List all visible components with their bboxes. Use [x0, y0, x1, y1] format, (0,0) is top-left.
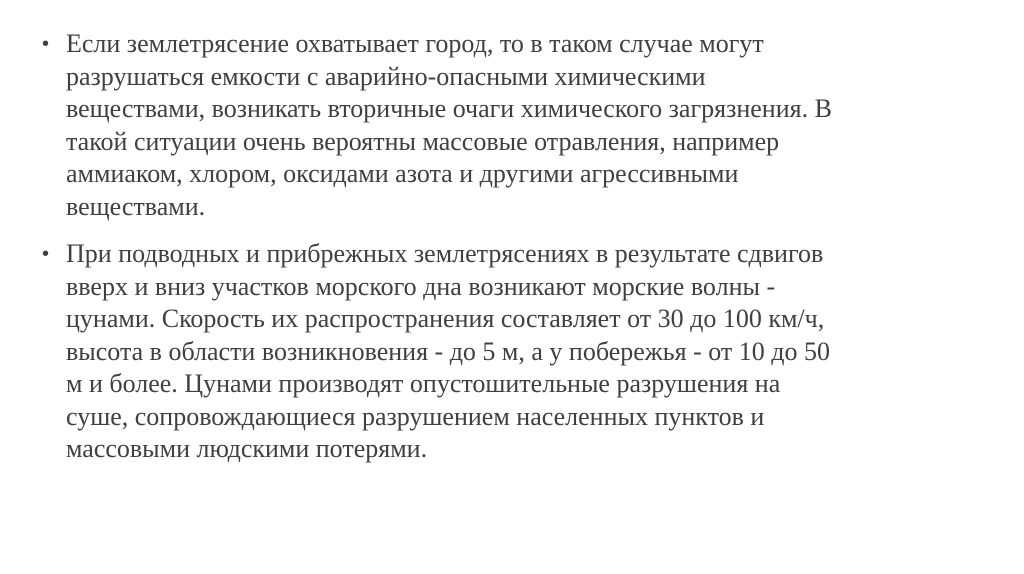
- bullet-marker: •: [42, 243, 50, 265]
- text-line: Если землетрясение охватывает город, то в таком случае могут: [66, 29, 764, 58]
- text-line: суше, сопровождающиеся разрушением населенных пунктов и: [66, 401, 765, 431]
- bullet-item-tsunami: [42, 238, 972, 466]
- text-line: такой ситуации очень вероятны массовые отравления, например: [66, 126, 780, 156]
- text-line: цунами. Скорость их распространения составляет от 30 до 100 км/ч,: [66, 304, 825, 333]
- text-line: разрушаться емкости с аварийно-опасными химическими: [66, 61, 706, 91]
- bullet-list: [42, 28, 972, 466]
- text-line: массовыми людскими потерями.: [66, 434, 428, 463]
- text-line: высота в области возникновения - до 5 м, а у побережья - от 10 до 50: [66, 336, 830, 366]
- text-line: веществами.: [66, 191, 206, 221]
- text-line: При подводных и прибрежных землетрясениях в результате сдвигов: [66, 239, 824, 268]
- text-line: веществами, возникать вторичные очаги химического загрязнения. В: [66, 94, 832, 123]
- text-line: аммиаком, хлором, оксидами азота и другими агрессивными: [66, 159, 739, 188]
- bullet-marker: •: [42, 33, 50, 55]
- text-line: вверх и вниз участков морского дна возникают морские волны -: [66, 271, 776, 301]
- bullet-item-earthquake-city: [42, 28, 972, 223]
- text-line: м и более. Цунами производят опустошительные разрушения на: [66, 369, 781, 398]
